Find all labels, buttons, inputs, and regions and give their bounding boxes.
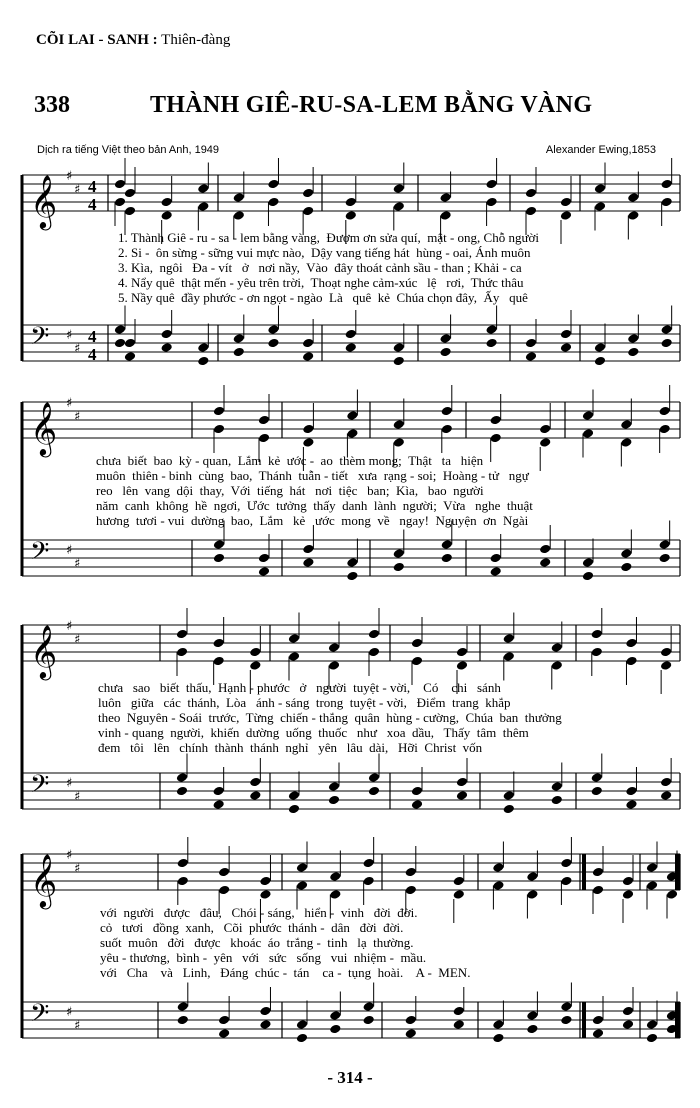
note-head	[160, 197, 172, 208]
hymn-number: 338	[34, 92, 70, 118]
note-head	[503, 633, 515, 644]
note-head	[328, 781, 340, 792]
note-head	[362, 876, 374, 887]
music-system-2	[20, 390, 680, 590]
note-head	[368, 786, 380, 797]
note-head	[627, 192, 639, 203]
note-head	[492, 880, 504, 891]
note-head	[393, 183, 405, 194]
verse-3-line: reo lên vang dội thay, Với tiếng hát nơi tiệc ban; Kìa, bao người	[96, 483, 484, 498]
verse-1-line: với người được đâu, Chói - sáng, hiển - vinh đời đời.	[100, 905, 418, 920]
note-head	[592, 1028, 604, 1039]
note-head	[393, 562, 405, 573]
sharp-icon: ♯	[74, 632, 81, 648]
note-head	[218, 1015, 230, 1026]
note-head	[218, 1028, 230, 1039]
note-head	[124, 206, 136, 217]
note-head	[302, 557, 314, 568]
note-head	[302, 544, 314, 555]
note-head	[259, 1019, 271, 1030]
note-head	[539, 557, 551, 568]
note-head	[539, 437, 551, 448]
page-number: - 314 -	[327, 1068, 373, 1087]
sharp-icon: ♯	[66, 328, 73, 343]
note-head	[560, 329, 572, 340]
note-head	[177, 1015, 189, 1026]
note-head	[551, 660, 563, 671]
note-head	[259, 1006, 271, 1017]
note-head	[582, 557, 594, 568]
note-head	[114, 197, 126, 208]
note-head	[233, 333, 245, 344]
bass-clef-icon: 𝄢	[30, 999, 50, 1034]
note-head	[393, 201, 405, 212]
note-head	[646, 880, 658, 891]
note-head	[453, 889, 465, 900]
note-head	[160, 210, 172, 221]
sharp-icon: ♯	[66, 776, 73, 791]
note-head	[456, 790, 468, 801]
note-head	[660, 179, 672, 190]
note-head	[302, 351, 314, 362]
note-head	[456, 647, 468, 658]
final-barline	[582, 1002, 586, 1038]
note-head	[658, 424, 670, 435]
time-signature: 4	[88, 345, 97, 364]
note-head	[296, 880, 308, 891]
note-head	[176, 786, 188, 797]
note-head	[592, 867, 604, 878]
note-head	[213, 553, 225, 564]
note-head	[328, 660, 340, 671]
note-head	[666, 889, 678, 900]
note-head	[439, 333, 451, 344]
note-head	[124, 188, 136, 199]
subsection-label: Thiên-đàng	[161, 32, 231, 48]
note-head	[249, 777, 261, 788]
note-head	[560, 210, 572, 221]
note-head	[525, 188, 537, 199]
composer-credit: Alexander Ewing,1853	[545, 144, 656, 156]
note-head	[539, 544, 551, 555]
note-head	[411, 786, 423, 797]
sharp-icon: ♯	[74, 409, 81, 425]
note-head	[411, 799, 423, 810]
note-head	[411, 656, 423, 667]
sharp-icon: ♯	[66, 396, 73, 411]
sharp-icon: ♯	[66, 543, 73, 558]
note-head	[346, 428, 358, 439]
sharp-icon: ♯	[66, 1005, 73, 1020]
note-head	[439, 210, 451, 221]
note-head	[620, 562, 632, 573]
note-head	[328, 642, 340, 653]
note-head	[485, 338, 497, 349]
note-head	[560, 858, 572, 869]
music-system-3	[20, 605, 680, 830]
note-head	[439, 347, 451, 358]
note-head	[218, 867, 230, 878]
note-head	[591, 629, 603, 640]
note-head	[560, 1001, 572, 1012]
section-header	[36, 32, 230, 49]
note-head	[591, 647, 603, 658]
note-head	[405, 1015, 417, 1026]
translation-note: Dịch ra tiếng Việt theo bản Anh, 1949	[37, 144, 220, 156]
note-head	[345, 329, 357, 340]
note-head	[594, 342, 606, 353]
note-head	[114, 179, 126, 190]
note-head	[551, 781, 563, 792]
note-head	[258, 553, 270, 564]
note-head	[591, 772, 603, 783]
note-head	[393, 342, 405, 353]
note-head	[302, 206, 314, 217]
note-head	[197, 201, 209, 212]
note-head	[592, 885, 604, 896]
note-head	[658, 406, 670, 417]
note-head	[453, 1006, 465, 1017]
note-head	[329, 871, 341, 882]
note-head	[405, 885, 417, 896]
note-head	[627, 210, 639, 221]
note-head	[197, 356, 209, 367]
note-head	[302, 338, 314, 349]
note-head	[197, 183, 209, 194]
note-head	[485, 197, 497, 208]
note-head	[492, 862, 504, 873]
verse-5-line: với Cha và Linh, Đáng chúc - tán ca - tụng hoài. A - MEN.	[100, 965, 471, 980]
note-head	[439, 192, 451, 203]
final-barline	[582, 854, 586, 890]
note-head	[393, 548, 405, 559]
note-head	[485, 324, 497, 335]
sharp-icon: ♯	[74, 861, 81, 877]
note-head	[625, 799, 637, 810]
note-head	[329, 889, 341, 900]
note-head	[267, 179, 279, 190]
note-head	[259, 876, 271, 887]
treble-clef-icon: 𝄞	[30, 853, 58, 907]
note-head	[346, 571, 358, 582]
note-head	[362, 1001, 374, 1012]
sharp-icon: ♯	[74, 182, 81, 198]
treble-clef-icon: 𝄞	[30, 624, 58, 678]
note-head	[258, 415, 270, 426]
note-head	[296, 1033, 308, 1044]
note-head	[114, 338, 126, 349]
note-head	[345, 197, 357, 208]
note-head	[582, 410, 594, 421]
sharp-icon: ♯	[66, 848, 73, 863]
note-head	[441, 424, 453, 435]
note-head	[233, 347, 245, 358]
note-head	[627, 347, 639, 358]
note-head	[212, 656, 224, 667]
note-head	[362, 858, 374, 869]
note-head	[658, 553, 670, 564]
verse-1-line: chưa biết bao kỳ - quan, Lắm kẻ ước - ao thèm mong; Thật ta hiện	[96, 453, 484, 468]
note-head	[177, 1001, 189, 1012]
note-head	[176, 629, 188, 640]
music-system-1	[20, 165, 680, 380]
note-head	[258, 433, 270, 444]
note-head	[526, 889, 538, 900]
note-head	[114, 324, 126, 335]
sharp-icon: ♯	[74, 1018, 81, 1034]
note-head	[346, 410, 358, 421]
verse-4-line: vinh - quang người, khiến dường uống thuốc như xoa dầu, Thấy tâm thêm	[98, 725, 529, 740]
note-head	[627, 333, 639, 344]
note-head	[368, 647, 380, 658]
note-head	[124, 338, 136, 349]
note-head	[177, 858, 189, 869]
verse-2-line: 2. Si - ôn sừng - sững vui mực nào, Dậy vang tiếng hát hùng - oai, Ánh muôn	[118, 245, 531, 260]
verse-3-line: theo Nguyên - Soái trước, Từng chiến - thắng quân hùng - cường, Chúa ban thưởng	[98, 710, 562, 725]
note-head	[267, 324, 279, 335]
verse-4-line: năm canh không hề ngơi, Ước tưởng thấy danh lành người; Vừa nghe thuật	[96, 498, 533, 513]
note-head	[625, 638, 637, 649]
note-head	[177, 876, 189, 887]
note-head	[441, 539, 453, 550]
verse-5-line: 5. Nầy quê đầy phước - ơn ngọt - ngào Là quê kẻ Chúa chọn đây, Ấy quê	[118, 290, 528, 305]
sharp-icon: ♯	[74, 341, 81, 357]
note-head	[302, 424, 314, 435]
verse-3-line: suốt muôn đời được khoác áo trắng - tinh lạ thường.	[100, 935, 414, 950]
note-head	[288, 651, 300, 662]
note-head	[660, 338, 672, 349]
note-head	[249, 647, 261, 658]
note-head	[582, 428, 594, 439]
note-head	[288, 804, 300, 815]
note-head	[646, 1019, 658, 1030]
note-head	[249, 660, 261, 671]
note-head	[288, 633, 300, 644]
note-head	[591, 786, 603, 797]
note-head	[503, 651, 515, 662]
note-head	[456, 660, 468, 671]
time-signature: 4	[88, 195, 97, 214]
verse-4-line: yêu - thương, bình - yên với sức sống vui nhiệm - mầu.	[100, 950, 427, 965]
note-head	[622, 1006, 634, 1017]
note-head	[525, 338, 537, 349]
note-head	[490, 553, 502, 564]
note-head	[233, 192, 245, 203]
treble-clef-icon: 𝄞	[30, 174, 58, 228]
sharp-icon: ♯	[66, 619, 73, 634]
note-head	[660, 647, 672, 658]
note-head	[490, 433, 502, 444]
note-head	[492, 1019, 504, 1030]
note-head	[526, 871, 538, 882]
note-head	[456, 777, 468, 788]
note-head	[560, 1015, 572, 1026]
note-head	[660, 660, 672, 671]
note-head	[393, 419, 405, 430]
note-head	[658, 539, 670, 550]
note-head	[441, 406, 453, 417]
note-head	[362, 1015, 374, 1026]
note-head	[176, 772, 188, 783]
note-head	[625, 786, 637, 797]
verse-4-line: 4. Nẩy quê thật mến - yêu trên trời, Thoạt nghe cảm-xúc lệ rơi, Thức thâu	[118, 275, 524, 290]
note-head	[453, 876, 465, 887]
note-head	[660, 790, 672, 801]
note-head	[582, 571, 594, 582]
note-head	[660, 777, 672, 788]
note-head	[368, 629, 380, 640]
note-head	[594, 183, 606, 194]
verse-2-line: cỏ tươi đồng xanh, Cõi phước thánh - dân đời đời.	[100, 920, 404, 935]
time-signature: 4	[88, 327, 97, 346]
note-head	[560, 342, 572, 353]
note-head	[296, 862, 308, 873]
note-head	[660, 324, 672, 335]
note-head	[233, 210, 245, 221]
note-head	[368, 772, 380, 783]
note-head	[329, 1024, 341, 1035]
note-head	[288, 790, 300, 801]
verse-5-line: đem tôi lên chính thành thánh nghỉ yên lâu dài, Hỡi Christ vốn	[98, 740, 483, 755]
note-head	[503, 790, 515, 801]
note-head	[267, 197, 279, 208]
note-head	[405, 1028, 417, 1039]
note-head	[258, 566, 270, 577]
note-head	[551, 642, 563, 653]
note-head	[490, 566, 502, 577]
note-head	[526, 1010, 538, 1021]
music-system-4	[20, 842, 680, 1062]
note-head	[526, 1024, 538, 1035]
note-head	[346, 557, 358, 568]
note-head	[492, 1033, 504, 1044]
note-head	[267, 338, 279, 349]
note-head	[218, 885, 230, 896]
note-head	[212, 638, 224, 649]
time-signature: 4	[88, 177, 97, 196]
note-head	[525, 206, 537, 217]
note-head	[490, 415, 502, 426]
note-head	[646, 862, 658, 873]
note-head	[453, 1019, 465, 1030]
bass-clef-icon: 𝄢	[30, 322, 50, 357]
note-head	[551, 795, 563, 806]
note-head	[176, 647, 188, 658]
note-head	[393, 437, 405, 448]
note-head	[405, 867, 417, 878]
note-head	[296, 1019, 308, 1030]
sharp-icon: ♯	[74, 556, 81, 572]
note-head	[660, 197, 672, 208]
note-head	[594, 356, 606, 367]
bass-clef-icon: 𝄢	[30, 537, 50, 572]
verse-1-line: chưa sao biết thấu, Hạnh - phước ở người tuyệt - vời, Có chi sánh	[98, 680, 501, 695]
note-head	[197, 342, 209, 353]
note-head	[625, 656, 637, 667]
verse-1-line: 1. Thành Giê - ru - sa - lem bằng vàng, Đượm ơn sửa quí, mật - ong, Chỗ người	[118, 230, 539, 245]
note-head	[249, 790, 261, 801]
note-head	[345, 210, 357, 221]
note-head	[329, 1010, 341, 1021]
sharp-icon: ♯	[74, 789, 81, 805]
note-head	[302, 437, 314, 448]
note-head	[259, 889, 271, 900]
note-head	[345, 342, 357, 353]
note-head	[622, 876, 634, 887]
note-head	[622, 889, 634, 900]
note-head	[525, 351, 537, 362]
note-head	[213, 424, 225, 435]
note-head	[539, 424, 551, 435]
note-head	[503, 804, 515, 815]
note-head	[560, 197, 572, 208]
verse-2-line: muôn thiên - binh cùng bao, Thánh tuẫn - tiết xưa rạng - soi; Hoàng - tử ngự	[96, 468, 529, 483]
note-head	[560, 876, 572, 887]
note-head	[213, 406, 225, 417]
verse-3-line: 3. Kìa, ngôi Đa - vít ở nơi nầy, Vào đây thoát cảnh sầu - than ; Khải - ca	[118, 260, 522, 275]
verse-2-line: luôn giữa các thánh, Lòa ánh - sáng trong tuyệt - vời, Điểm trang khắp	[98, 695, 511, 710]
note-head	[485, 179, 497, 190]
note-head	[160, 342, 172, 353]
note-head	[620, 419, 632, 430]
note-head	[302, 188, 314, 199]
note-head	[212, 786, 224, 797]
note-head	[328, 795, 340, 806]
section-label: CÕI LAI - SANH :	[36, 32, 158, 48]
note-head	[441, 553, 453, 564]
treble-clef-icon: 𝄞	[30, 401, 58, 455]
note-head	[213, 539, 225, 550]
note-head	[393, 356, 405, 367]
note-head	[160, 329, 172, 340]
note-head	[620, 548, 632, 559]
note-head	[124, 351, 136, 362]
note-head	[646, 1033, 658, 1044]
note-head	[594, 201, 606, 212]
note-head	[212, 799, 224, 810]
note-head	[620, 437, 632, 448]
note-head	[622, 1019, 634, 1030]
bass-clef-icon: 𝄢	[30, 770, 50, 805]
note-head	[592, 1015, 604, 1026]
sharp-icon: ♯	[66, 169, 73, 184]
hymn-title: THÀNH GIÊ-RU-SA-LEM BẰNG VÀNG	[150, 92, 593, 118]
verse-5-line: hương tươi - vui dường bao, Lắm kẻ ước mong về ngay! Nguyện ơn Ngài	[96, 513, 529, 528]
note-head	[411, 638, 423, 649]
